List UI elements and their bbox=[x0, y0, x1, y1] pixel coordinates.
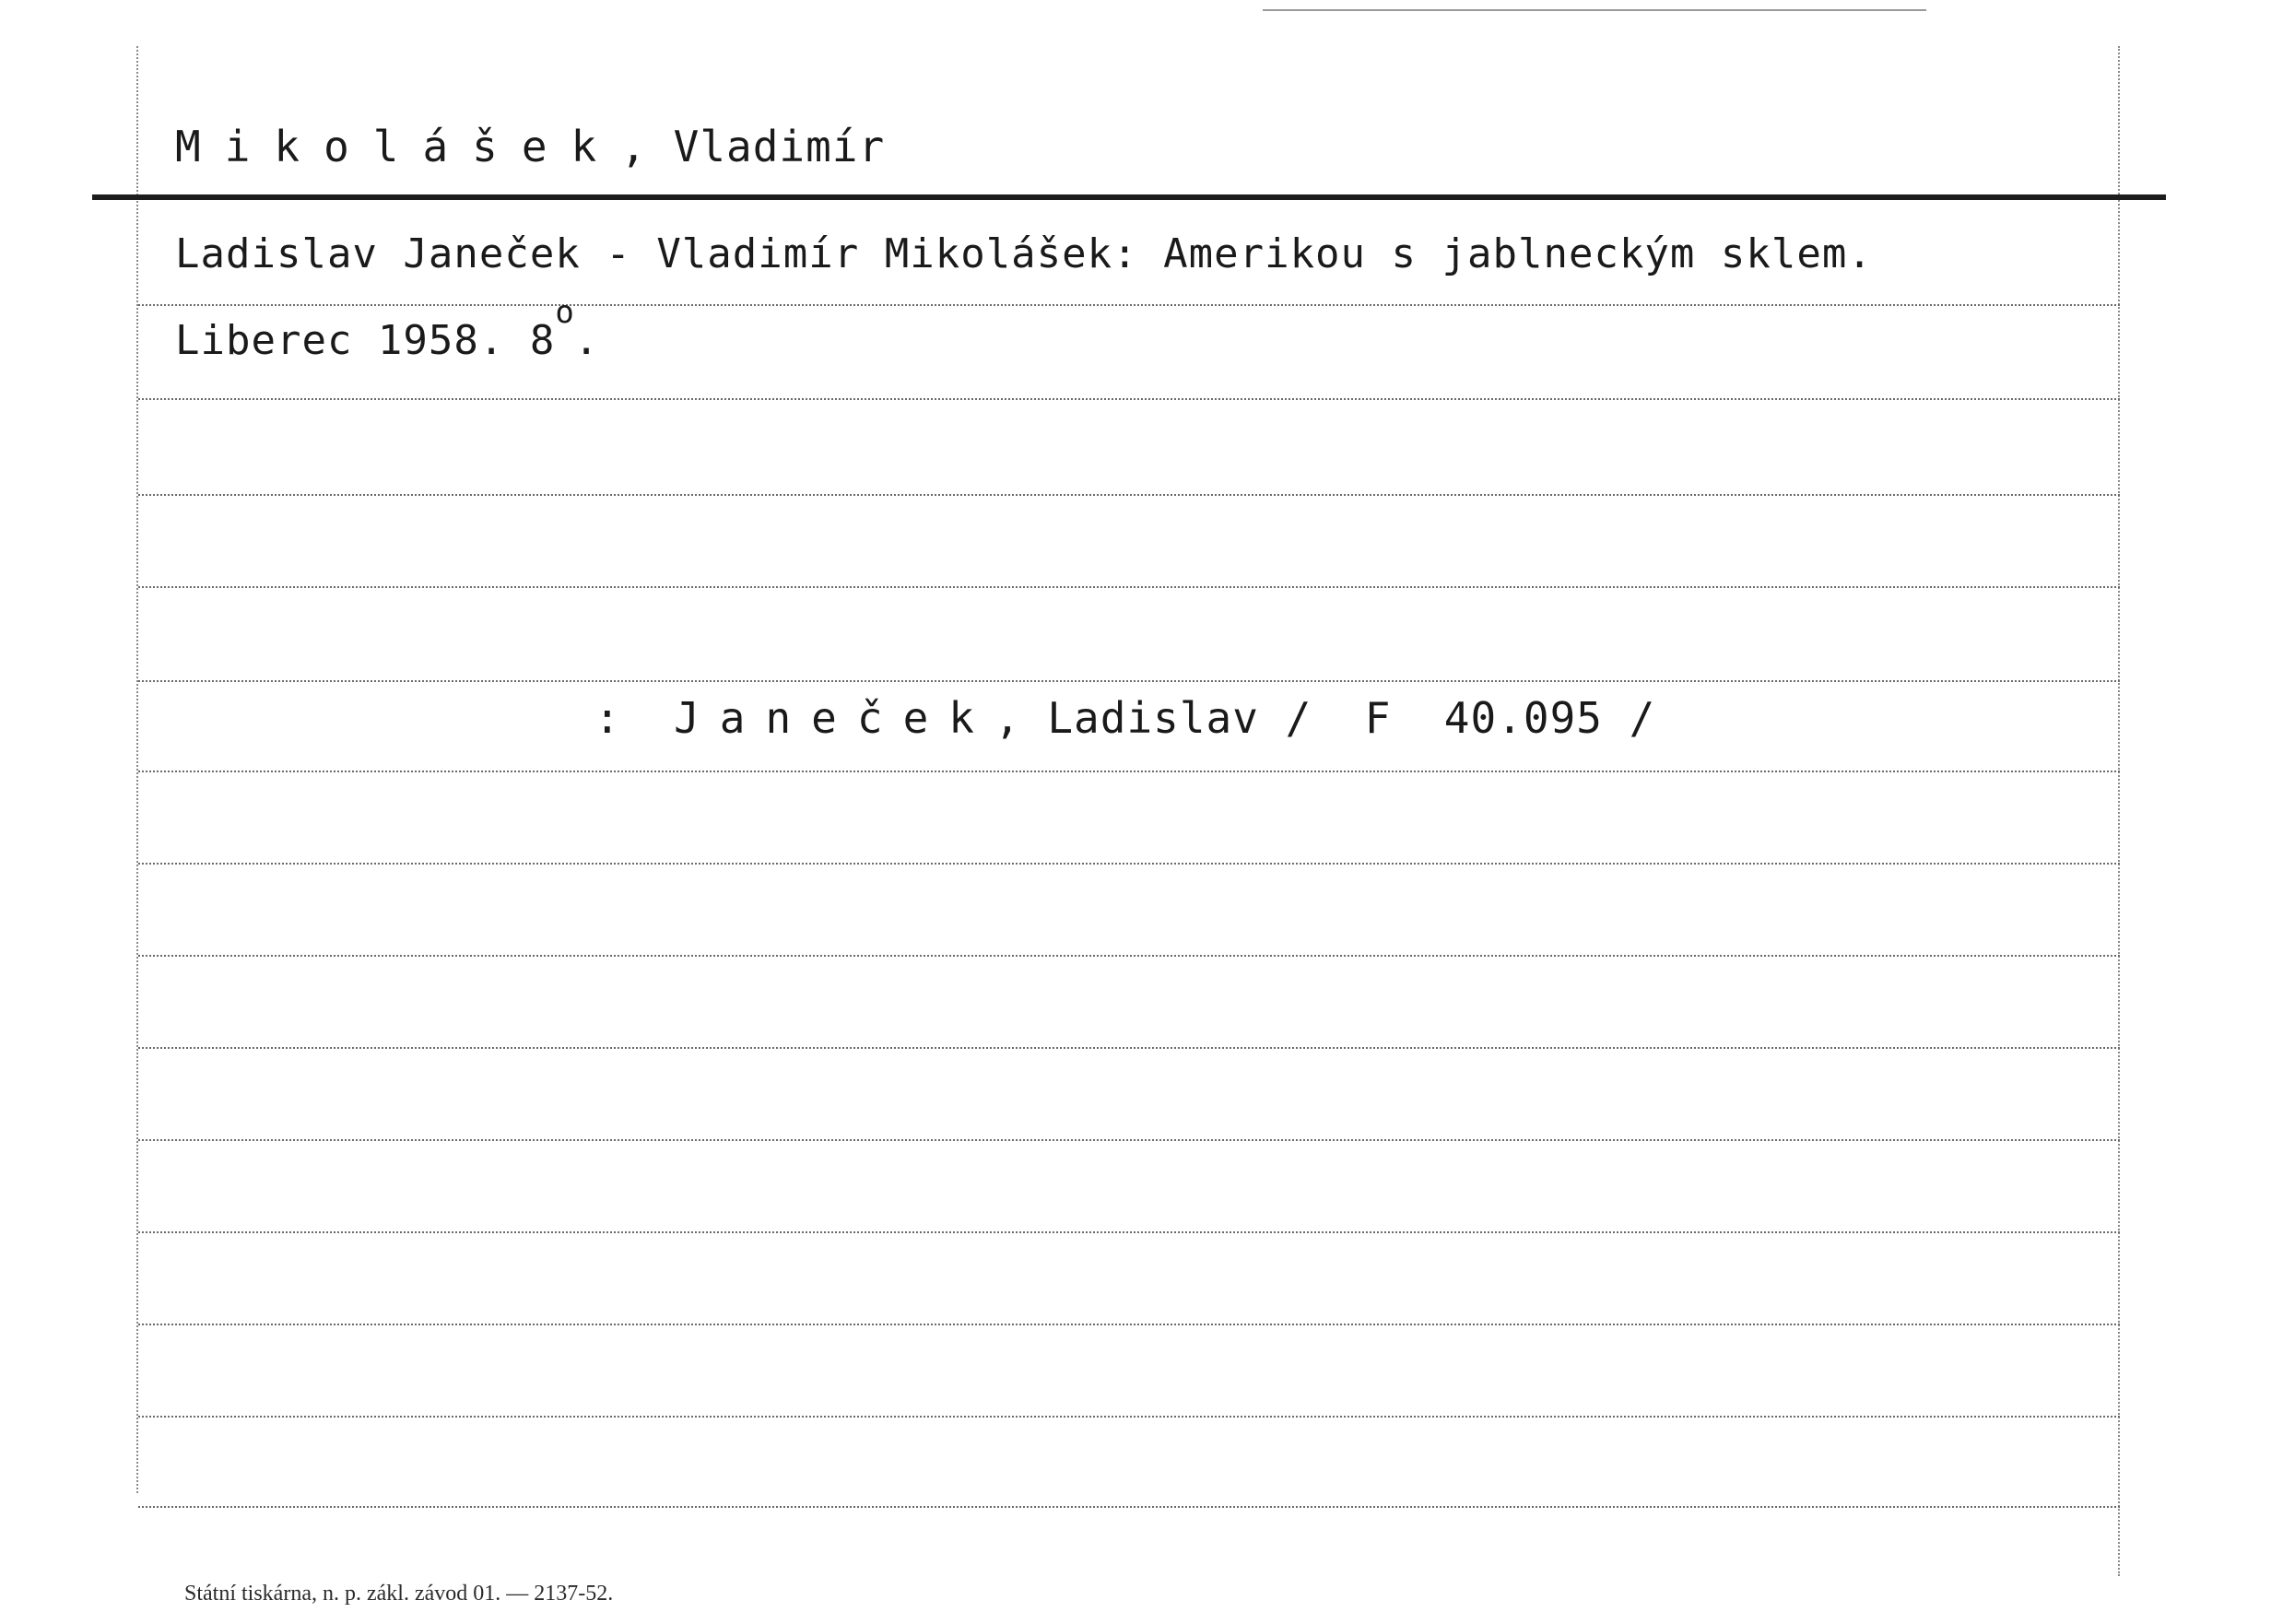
ruled-line bbox=[138, 304, 2120, 306]
ruled-line bbox=[138, 863, 2120, 865]
ref-shelfmark: F 40.095 / bbox=[1364, 693, 1656, 743]
ruled-line bbox=[138, 398, 2120, 400]
printer-note: Státní tiskárna, n. p. zákl. závod 01. — 2137-52. bbox=[184, 1582, 614, 1606]
cross-reference bbox=[594, 693, 1655, 743]
ruled-line bbox=[138, 586, 2120, 588]
ref-surname: Janeček bbox=[674, 693, 994, 743]
left-margin-line bbox=[136, 46, 138, 1493]
ruled-line bbox=[138, 494, 2120, 496]
entry-imprint-line bbox=[175, 294, 600, 364]
heading-surname: Mikolášek bbox=[175, 122, 621, 171]
entry-title-line: Ladislav Janeček - Vladimír Mikolášek: Amerikou s jablneckým sklem. bbox=[175, 230, 1873, 277]
imprint-end: . bbox=[573, 317, 600, 364]
ruled-line bbox=[138, 680, 2120, 682]
ruled-line bbox=[138, 771, 2120, 772]
heading-rule bbox=[92, 194, 2166, 200]
ruled-line bbox=[138, 1416, 2120, 1418]
ruled-line bbox=[138, 1047, 2120, 1049]
ruled-line bbox=[138, 1324, 2120, 1325]
ruled-line bbox=[138, 1506, 2120, 1508]
ref-given-name: , Ladislav / bbox=[994, 693, 1312, 743]
heading-given-name: , Vladimír bbox=[620, 122, 886, 171]
ref-prefix: : bbox=[594, 693, 621, 743]
imprint-text: Liberec 1958. 8 bbox=[175, 317, 556, 364]
card-heading bbox=[175, 122, 885, 171]
ruled-line bbox=[138, 955, 2120, 957]
ruled-line bbox=[138, 1139, 2120, 1141]
top-edge-mark bbox=[1263, 9, 1926, 11]
format-superscript: o bbox=[555, 294, 574, 331]
right-margin-line bbox=[2118, 46, 2120, 1576]
ruled-line bbox=[138, 1231, 2120, 1233]
